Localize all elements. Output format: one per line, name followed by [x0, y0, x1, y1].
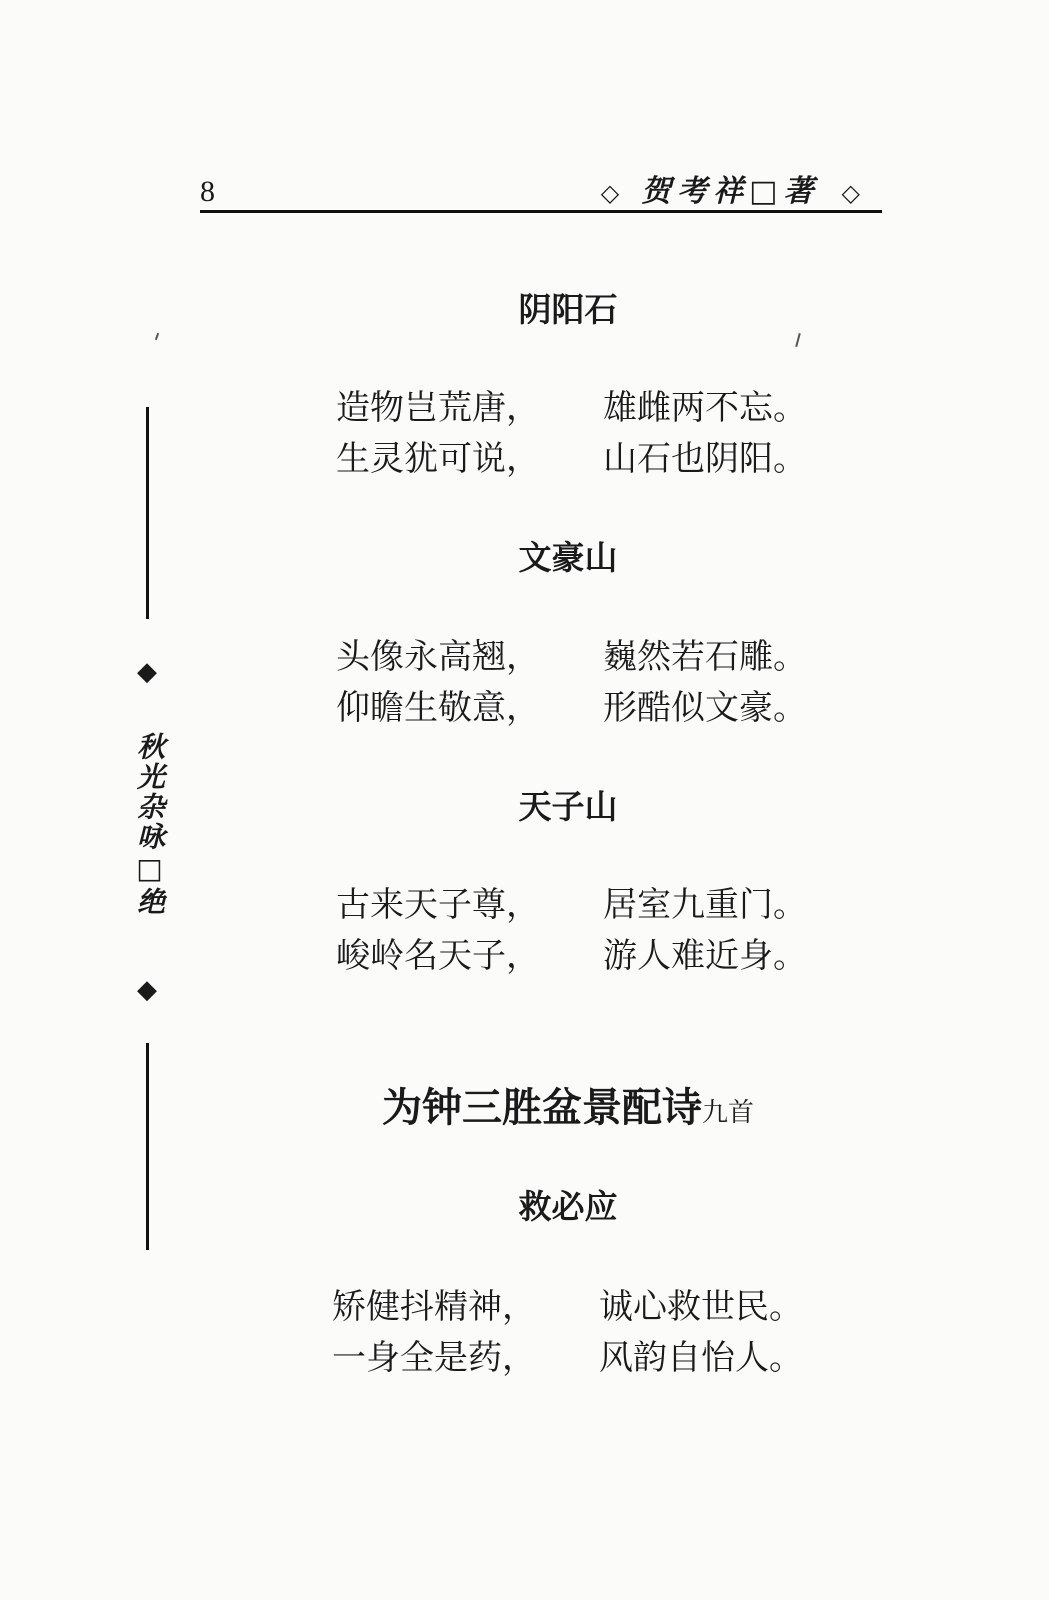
poem-line: 巍然若石雕。 — [603, 637, 807, 677]
poem-line: 生灵犹可说， — [336, 439, 540, 479]
page-header — [200, 172, 882, 214]
header-rule — [200, 210, 882, 213]
poem-title: 文豪山 — [518, 538, 618, 577]
diamond-icon: ◆ — [137, 657, 157, 687]
paper-speck — [795, 333, 801, 347]
poem-title: 救必应 — [518, 1187, 618, 1226]
poem-line: 造物岂荒唐， — [336, 388, 540, 428]
running-head — [579, 172, 882, 213]
section-title — [330, 1082, 806, 1139]
poem-title: 阴阳石 — [518, 290, 618, 329]
poem-line: 矫健抖精神， — [332, 1287, 536, 1327]
author-credit: 贺考祥□著 — [641, 174, 820, 209]
poem-line: 仰瞻生敬意， — [336, 688, 540, 728]
poem-title: 天子山 — [518, 787, 618, 826]
poem-line: 诚心救世民。 — [599, 1287, 803, 1327]
section-title-main: 为钟三胜盆景配诗 — [381, 1085, 702, 1131]
poem-line: 居室九重门。 — [603, 885, 807, 925]
poem-line: 游人难近身。 — [603, 936, 807, 976]
paper-speck — [155, 333, 159, 340]
poem-line: 峻岭名天子， — [336, 936, 540, 976]
poem-line: 古来天子尊， — [336, 885, 540, 925]
poem-line: 一身全是药， — [332, 1338, 536, 1378]
side-rule-bottom — [146, 1043, 149, 1250]
diamond-icon: ◇ — [841, 179, 860, 207]
poem-line: 头像永高翘， — [336, 637, 540, 677]
poem-line: 形酷似文豪。 — [603, 688, 807, 728]
poem-line: 风韵自怡人。 — [599, 1338, 803, 1378]
side-chapter-title: 秋光杂咏□绝 — [133, 732, 166, 917]
diamond-icon: ◆ — [137, 975, 157, 1005]
poem-line: 雄雌两不忘。 — [603, 388, 807, 428]
poem-line: 山石也阴阳。 — [603, 439, 807, 479]
page-number: 8 — [200, 175, 215, 208]
side-rule-top — [146, 407, 149, 619]
section-subtitle: 九首 — [701, 1098, 754, 1128]
diamond-icon: ◇ — [600, 179, 620, 207]
